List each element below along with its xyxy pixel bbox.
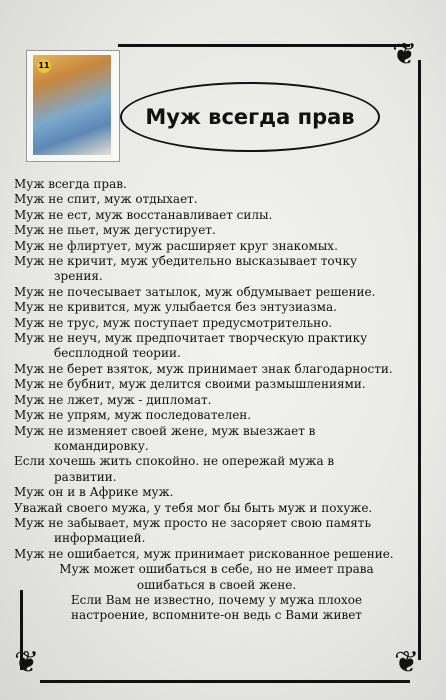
card-picture xyxy=(33,55,111,155)
text-line: Муж не изменяет своей жене, муж выезжает в xyxy=(14,423,316,438)
text-line: Муж не берет взяток, муж принимает знак благодарности. xyxy=(14,361,393,376)
title-oval xyxy=(120,82,380,152)
text-line: Муж не ест, муж восстанавливает силы. xyxy=(14,207,273,222)
text-line: Муж не ошибается, муж принимает рискованное решение. xyxy=(14,546,394,561)
text-line: Если хочешь жить спокойно. не опережай мужа в xyxy=(14,454,335,469)
tarot-card-image xyxy=(26,50,120,162)
text-line: ошибаться в своей жене. xyxy=(136,577,297,592)
text-line: Муж не почесывает затылок, муж обдумывает решение. xyxy=(14,284,376,299)
text-line: Муж не упрям, муж последователен. xyxy=(14,408,252,423)
text-line: развитии. xyxy=(54,469,117,484)
text-line: Муж не трус, муж поступает предусмотрительно. xyxy=(14,315,333,330)
corner-ornament-bottom-left: ❦ xyxy=(14,645,40,680)
text-line: Муж не флиртует, муж расширяет круг знакомых. xyxy=(14,238,338,253)
text-line: бесплодной теории. xyxy=(54,346,181,361)
text-line: Муж не спит, муж отдыхает. xyxy=(14,192,198,207)
page-title: Муж всегда прав xyxy=(145,105,355,129)
text-line: Уважай своего мужа, у тебя мог бы быть муж и похуже. xyxy=(14,500,373,515)
corner-ornament-bottom-right: ❦ xyxy=(394,645,420,680)
text-line: Муж не кричит, муж убедительно высказывает точку xyxy=(14,254,358,269)
text-line: Муж всегда прав. xyxy=(14,177,127,191)
text-line: Если Вам не известно, почему у мужа плохое xyxy=(70,592,363,607)
text-line: Муж не лжет, муж - дипломат. xyxy=(14,392,212,407)
text-line: Муж не неуч, муж предпочитает творческую практику xyxy=(14,331,368,346)
frame-bottom-line xyxy=(40,680,410,683)
text-line: командировку. xyxy=(54,438,149,453)
text-line: Муж не забывает, муж просто не засоряет свою память xyxy=(14,515,371,530)
corner-ornament-top-right: ❦ xyxy=(392,37,418,72)
text-line: Муж может ошибаться в себе, но не имеет права xyxy=(59,562,374,577)
frame-top-line xyxy=(118,44,410,47)
text-line: настроение, вспомните-он ведь с Вами живет xyxy=(71,608,362,623)
text-line: Муж не кривится, муж улыбается без энтузиазма. xyxy=(14,300,337,315)
text-line: зрения. xyxy=(54,269,103,284)
text-line: Муж не пьет, муж дегустирует. xyxy=(14,223,216,238)
text-body xyxy=(14,177,419,624)
text-line: Муж не бубнит, муж делится своими размышлениями. xyxy=(14,377,366,392)
card-number-badge: 11 xyxy=(37,59,51,73)
text-line: Муж он и в Африке муж. xyxy=(14,485,174,500)
text-line: информацией. xyxy=(54,531,146,546)
